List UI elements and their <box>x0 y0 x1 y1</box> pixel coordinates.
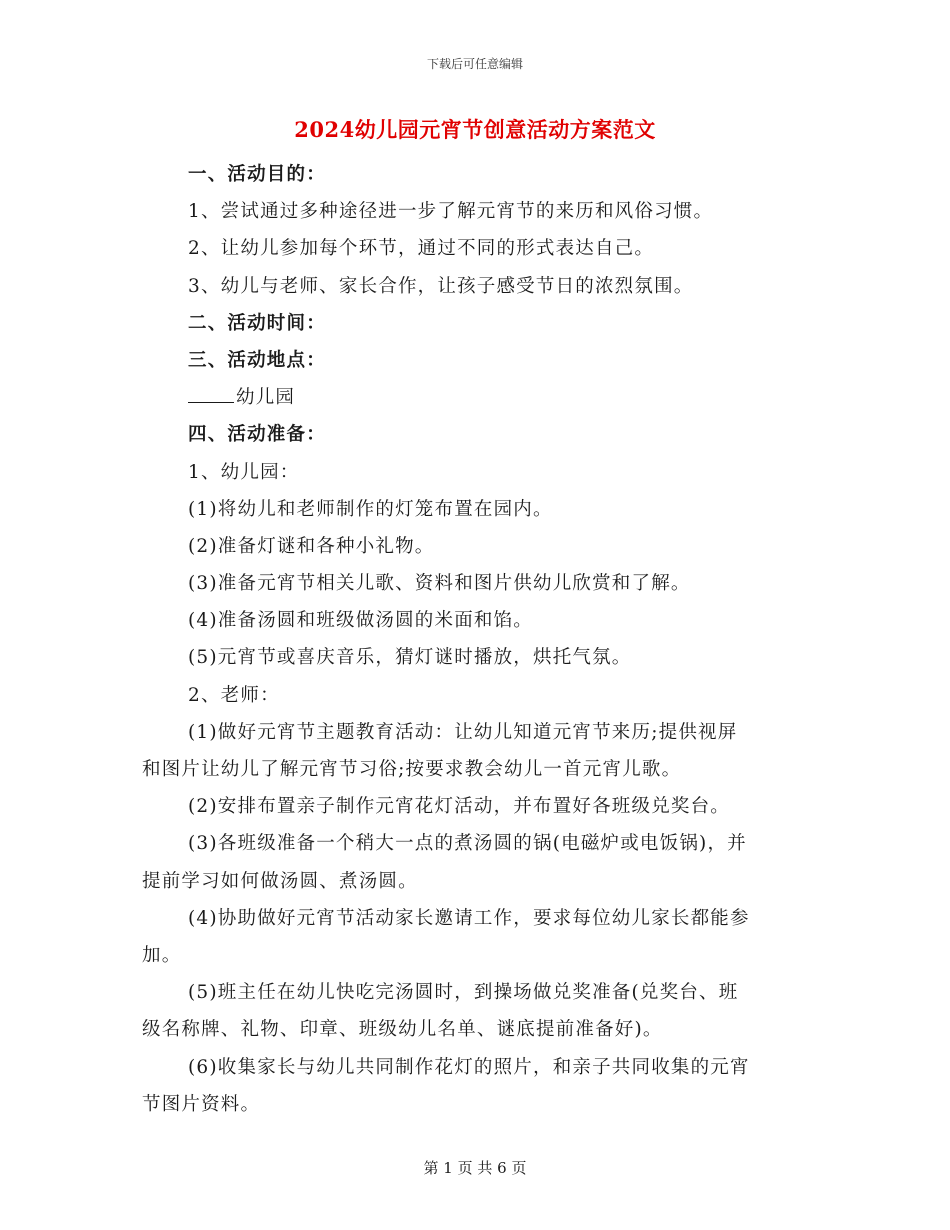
teacher-item <box>142 900 807 974</box>
document-body <box>142 156 807 1123</box>
teacher-item-line: (5)班主任在幼儿快吃完汤圆时，到操场做兑奖准备(兑奖台、班 <box>188 982 739 1004</box>
teacher-item-line: (4)协助做好元宵节活动家长邀请工作，要求每位幼儿家长都能参 <box>188 907 750 929</box>
section-heading-time: 二、活动时间： <box>188 312 326 334</box>
page-header-note: 下载后可任意编辑 <box>426 57 523 71</box>
teacher-item <box>142 825 807 899</box>
teacher-item-line: 级名称牌、礼物、印章、班级幼儿名单、谜底提前准备好)。 <box>142 1019 663 1041</box>
teacher-item <box>142 1049 807 1123</box>
kindergarten-item: (1)将幼儿和老师制作的灯笼布置在园内。 <box>188 498 553 520</box>
teacher-item-line: (3)各班级准备一个稍大一点的煮汤圆的锅(电磁炉或电饭锅)，并 <box>188 833 747 855</box>
kindergarten-item: (3)准备元宵节相关儿歌、资料和图片供幼儿欣赏和了解。 <box>188 573 691 595</box>
kindergarten-item: (5)元宵节或喜庆音乐，猜灯谜时播放，烘托气氛。 <box>188 647 632 669</box>
teacher-item-line: 节图片资料。 <box>142 1093 261 1115</box>
subsection-heading-kindergarten: 1、幼儿园： <box>188 461 300 483</box>
section-heading-prep: 四、活动准备： <box>188 424 326 446</box>
teacher-item <box>142 788 807 825</box>
goal-item: 2、让幼儿参加每个环节，通过不同的形式表达自己。 <box>188 238 655 260</box>
teacher-item-line: (1)做好元宵节主题教育活动：让幼儿知道元宵节来历;提供视屏 <box>188 721 738 743</box>
teacher-item <box>142 714 807 788</box>
teacher-item-line: 提前学习如何做汤圆、煮汤圆。 <box>142 870 418 892</box>
teacher-item-line: (2)安排布置亲子制作元宵花灯活动，并布置好各班级兑奖台。 <box>188 796 731 818</box>
teacher-item <box>142 974 807 1048</box>
fill-in-blank <box>188 388 234 403</box>
subsection-heading-teacher: 2、老师： <box>188 684 280 706</box>
document-title: 2024幼儿园元宵节创意活动方案范文 <box>294 117 656 142</box>
place-value: 幼儿园 <box>236 387 296 409</box>
teacher-item-line: (6)收集家长与幼儿共同制作花灯的照片，和亲子共同收集的元宵 <box>188 1056 750 1078</box>
section-heading-place: 三、活动地点： <box>188 349 326 371</box>
place-line <box>142 379 807 416</box>
goal-item: 1、尝试通过多种途径进一步了解元宵节的来历和风俗习惯。 <box>188 201 714 223</box>
section-heading-goal: 一、活动目的： <box>188 164 326 185</box>
page-footer-pagination: 第 1 页 共 6 页 <box>423 1159 527 1177</box>
teacher-item-line: 和图片让幼儿了解元宵节习俗;按要求教会幼儿一首元宵儿歌。 <box>142 759 682 780</box>
kindergarten-item: (4)准备汤圆和班级做汤圆的米面和馅。 <box>188 610 534 632</box>
teacher-item-line: 加。 <box>142 944 182 966</box>
kindergarten-item: (2)准备灯谜和各种小礼物。 <box>188 535 435 557</box>
goal-item: 3、幼儿与老师、家长合作，让孩子感受节日的浓烈氛围。 <box>188 275 694 297</box>
